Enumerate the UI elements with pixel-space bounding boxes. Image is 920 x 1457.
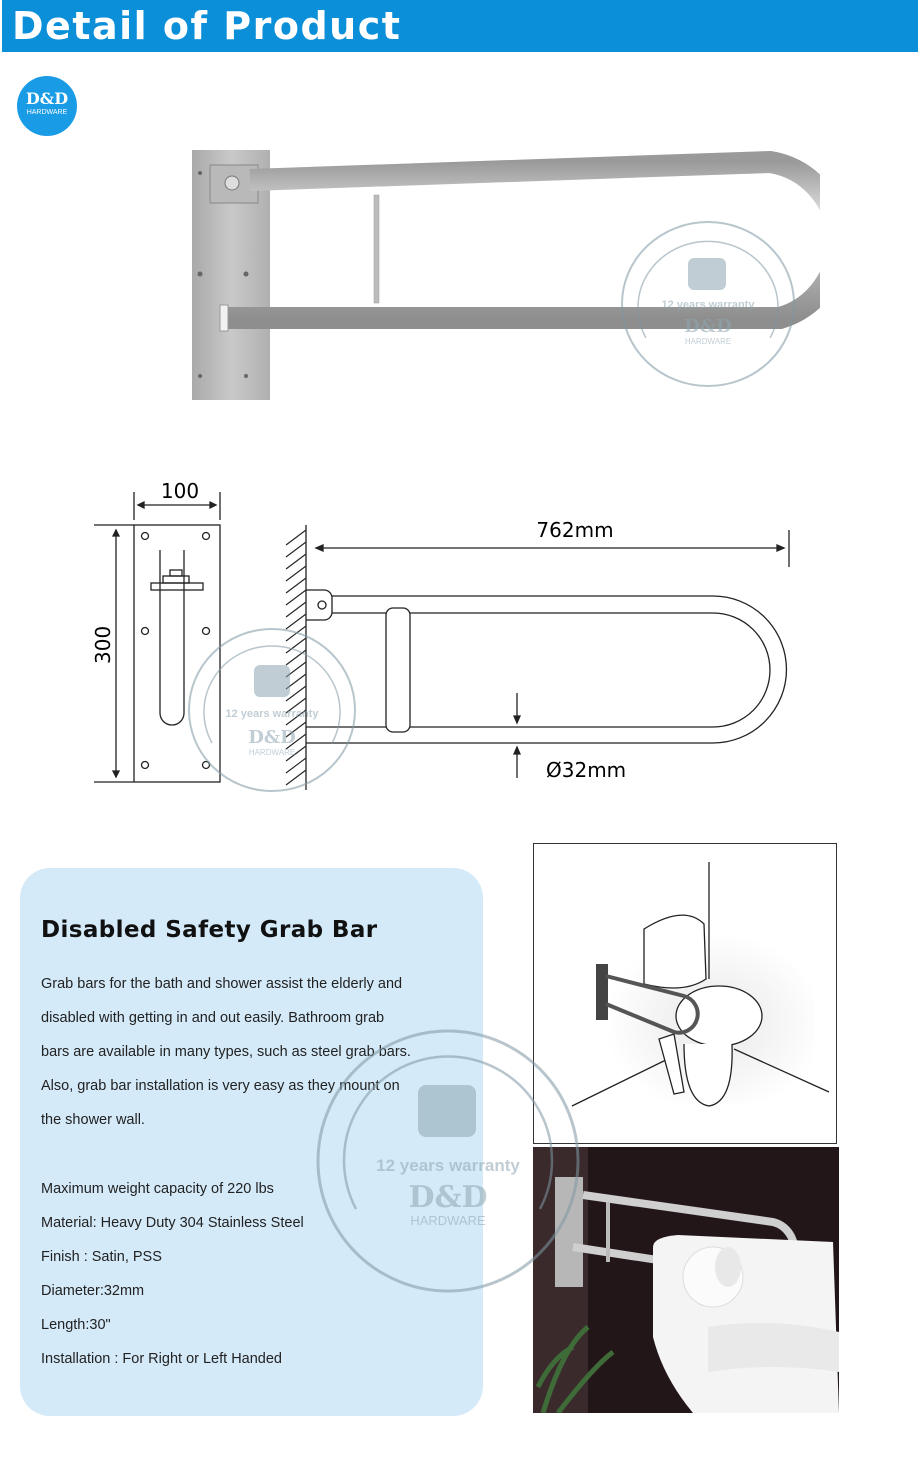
logo-subtitle: HARDWARE <box>26 109 68 116</box>
logo-brand: D&D <box>25 89 69 108</box>
svg-text:HARDWARE: HARDWARE <box>410 1213 486 1228</box>
svg-text:12 years warranty: 12 years warranty <box>225 708 319 720</box>
spec-diameter: Diameter:32mm <box>41 1283 145 1299</box>
svg-text:12 years warranty: 12 years warranty <box>376 1156 520 1175</box>
svg-text:12 years warranty: 12 years warranty <box>661 299 755 311</box>
description-line: Grab bars for the bath and shower assist the elderly and <box>41 976 403 992</box>
technical-drawing-side <box>280 500 820 800</box>
diameter-label: Ø32mm <box>546 758 627 782</box>
description-line: the shower wall. <box>41 1112 145 1128</box>
spec-weight: Maximum weight capacity of 220 lbs <box>41 1181 274 1197</box>
svg-text:D&D: D&D <box>684 316 732 337</box>
length-label: 762mm <box>536 518 614 542</box>
description-line: disabled with getting in and out easily. Bathroom grab <box>41 1010 385 1026</box>
svg-text:HARDWARE: HARDWARE <box>248 748 296 757</box>
plate-width-label: 100 <box>160 479 200 503</box>
spec-installation: Installation : For Right or Left Handed <box>41 1351 282 1367</box>
installation-photo <box>533 1147 839 1413</box>
product-info-panel <box>20 868 483 1416</box>
product-photo <box>180 140 820 410</box>
description-line: Also, grab bar installation is very easy as they mount on <box>41 1078 400 1094</box>
product-title: Disabled Safety Grab Bar <box>41 917 378 943</box>
svg-text:HARDWARE: HARDWARE <box>684 337 732 346</box>
svg-text:D&D: D&D <box>248 727 296 748</box>
spec-finish: Finish : Satin, PSS <box>41 1249 162 1265</box>
technical-drawing-plate <box>80 470 310 800</box>
spec-length: Length:30" <box>41 1317 111 1333</box>
description-line: bars are available in many types, such as steel grab bars. <box>41 1044 411 1060</box>
brand-logo <box>17 76 77 136</box>
plate-height-label: 300 <box>91 625 115 664</box>
page-title: Detail of Product <box>12 4 402 48</box>
spec-material: Material: Heavy Duty 304 Stainless Steel <box>41 1215 304 1231</box>
svg-text:D&D: D&D <box>408 1180 488 1215</box>
header-banner <box>2 0 918 52</box>
installation-illustration <box>533 843 837 1144</box>
